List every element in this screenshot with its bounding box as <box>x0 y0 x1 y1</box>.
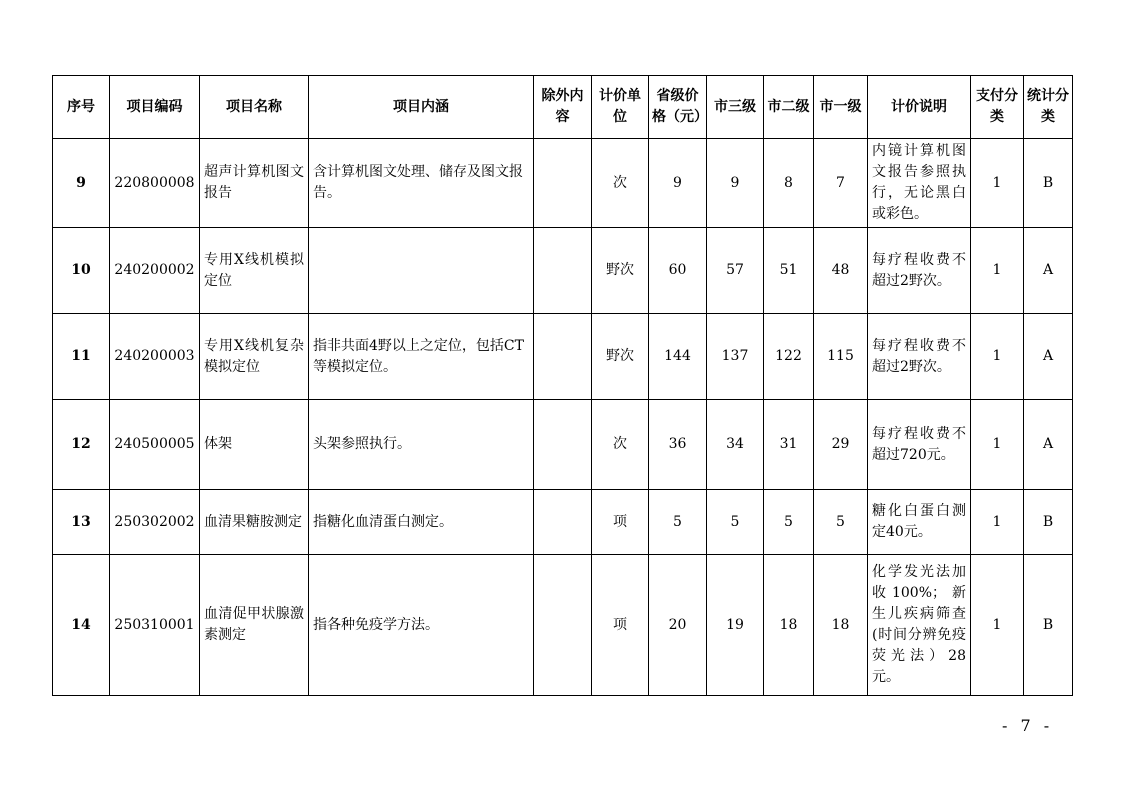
header-prov-price: 省级价格（元） <box>649 76 707 139</box>
cell-stat-class: A <box>1024 228 1073 314</box>
cell-payment-class: 1 <box>971 228 1024 314</box>
cell-content: 指非共面4野以上之定位，包括CT等模拟定位。 <box>309 314 534 400</box>
cell-seq: 13 <box>53 490 110 555</box>
cell-unit: 次 <box>592 139 649 228</box>
cell-code: 250310001 <box>110 555 200 696</box>
cell-city2: 51 <box>764 228 814 314</box>
cell-excluded <box>534 139 592 228</box>
cell-name: 血清促甲状腺激素测定 <box>200 555 309 696</box>
cell-content: 含计算机图文处理、储存及图文报告。 <box>309 139 534 228</box>
table-row <box>53 314 1073 400</box>
cell-city1: 115 <box>814 314 868 400</box>
cell-stat-class: B <box>1024 555 1073 696</box>
cell-unit: 项 <box>592 490 649 555</box>
page-number: - 7 - <box>1002 716 1054 735</box>
cell-city1: 18 <box>814 555 868 696</box>
cell-code: 240500005 <box>110 400 200 490</box>
cell-code: 250302002 <box>110 490 200 555</box>
cell-code: 240200003 <box>110 314 200 400</box>
cell-city3: 137 <box>707 314 764 400</box>
cell-seq: 10 <box>53 228 110 314</box>
cell-stat-class: A <box>1024 314 1073 400</box>
cell-payment-class: 1 <box>971 400 1024 490</box>
cell-stat-class: B <box>1024 139 1073 228</box>
cell-name: 体架 <box>200 400 309 490</box>
table-row <box>53 400 1073 490</box>
cell-content <box>309 228 534 314</box>
table-row <box>53 228 1073 314</box>
cell-stat-class: B <box>1024 490 1073 555</box>
header-seq: 序号 <box>53 76 110 139</box>
cell-name: 血清果糖胺测定 <box>200 490 309 555</box>
cell-pricing-note: 内镜计算机图文报告参照执行，无论黑白或彩色。 <box>868 139 971 228</box>
cell-city2: 8 <box>764 139 814 228</box>
cell-prov-price: 5 <box>649 490 707 555</box>
table-row <box>53 555 1073 696</box>
cell-prov-price: 20 <box>649 555 707 696</box>
cell-code: 220800008 <box>110 139 200 228</box>
cell-seq: 12 <box>53 400 110 490</box>
cell-pricing-note: 糖化白蛋白测定40元。 <box>868 490 971 555</box>
cell-city1: 5 <box>814 490 868 555</box>
header-payment-class: 支付分类 <box>971 76 1024 139</box>
cell-prov-price: 9 <box>649 139 707 228</box>
cell-seq: 11 <box>53 314 110 400</box>
cell-city2: 122 <box>764 314 814 400</box>
cell-name: 专用X线机模拟定位 <box>200 228 309 314</box>
header-code: 项目编码 <box>110 76 200 139</box>
cell-payment-class: 1 <box>971 490 1024 555</box>
header-city3: 市三级 <box>707 76 764 139</box>
cell-city2: 31 <box>764 400 814 490</box>
table-row <box>53 490 1073 555</box>
cell-payment-class: 1 <box>971 555 1024 696</box>
cell-city3: 5 <box>707 490 764 555</box>
price-table <box>52 75 1073 696</box>
cell-name: 超声计算机图文报告 <box>200 139 309 228</box>
cell-city1: 29 <box>814 400 868 490</box>
cell-stat-class: A <box>1024 400 1073 490</box>
cell-city1: 7 <box>814 139 868 228</box>
cell-payment-class: 1 <box>971 314 1024 400</box>
cell-unit: 项 <box>592 555 649 696</box>
cell-excluded <box>534 490 592 555</box>
cell-prov-price: 144 <box>649 314 707 400</box>
cell-name: 专用X线机复杂模拟定位 <box>200 314 309 400</box>
cell-excluded <box>534 314 592 400</box>
cell-prov-price: 60 <box>649 228 707 314</box>
header-stat-class: 统计分类 <box>1024 76 1073 139</box>
cell-code: 240200002 <box>110 228 200 314</box>
cell-content: 头架参照执行。 <box>309 400 534 490</box>
cell-city2: 18 <box>764 555 814 696</box>
cell-city3: 57 <box>707 228 764 314</box>
cell-pricing-note: 化学发光法加收100%；新生儿疾病筛查(时间分辨免疫荧光法）28元。 <box>868 555 971 696</box>
header-unit: 计价单位 <box>592 76 649 139</box>
cell-city2: 5 <box>764 490 814 555</box>
cell-unit: 次 <box>592 400 649 490</box>
cell-excluded <box>534 400 592 490</box>
cell-city3: 34 <box>707 400 764 490</box>
cell-pricing-note: 每疗程收费不超过2野次。 <box>868 228 971 314</box>
header-content: 项目内涵 <box>309 76 534 139</box>
cell-payment-class: 1 <box>971 139 1024 228</box>
cell-pricing-note: 每疗程收费不超过2野次。 <box>868 314 971 400</box>
header-city1: 市一级 <box>814 76 868 139</box>
cell-seq: 9 <box>53 139 110 228</box>
header-pricing-note: 计价说明 <box>868 76 971 139</box>
cell-seq: 14 <box>53 555 110 696</box>
cell-content: 指各种免疫学方法。 <box>309 555 534 696</box>
cell-city1: 48 <box>814 228 868 314</box>
header-excluded: 除外内容 <box>534 76 592 139</box>
cell-excluded <box>534 555 592 696</box>
cell-content: 指糖化血清蛋白测定。 <box>309 490 534 555</box>
cell-unit: 野次 <box>592 314 649 400</box>
cell-prov-price: 36 <box>649 400 707 490</box>
cell-city3: 9 <box>707 139 764 228</box>
cell-city3: 19 <box>707 555 764 696</box>
cell-unit: 野次 <box>592 228 649 314</box>
header-name: 项目名称 <box>200 76 309 139</box>
header-row <box>53 76 1073 139</box>
table-row <box>53 139 1073 228</box>
cell-excluded <box>534 228 592 314</box>
cell-pricing-note: 每疗程收费不超过720元。 <box>868 400 971 490</box>
header-city2: 市二级 <box>764 76 814 139</box>
